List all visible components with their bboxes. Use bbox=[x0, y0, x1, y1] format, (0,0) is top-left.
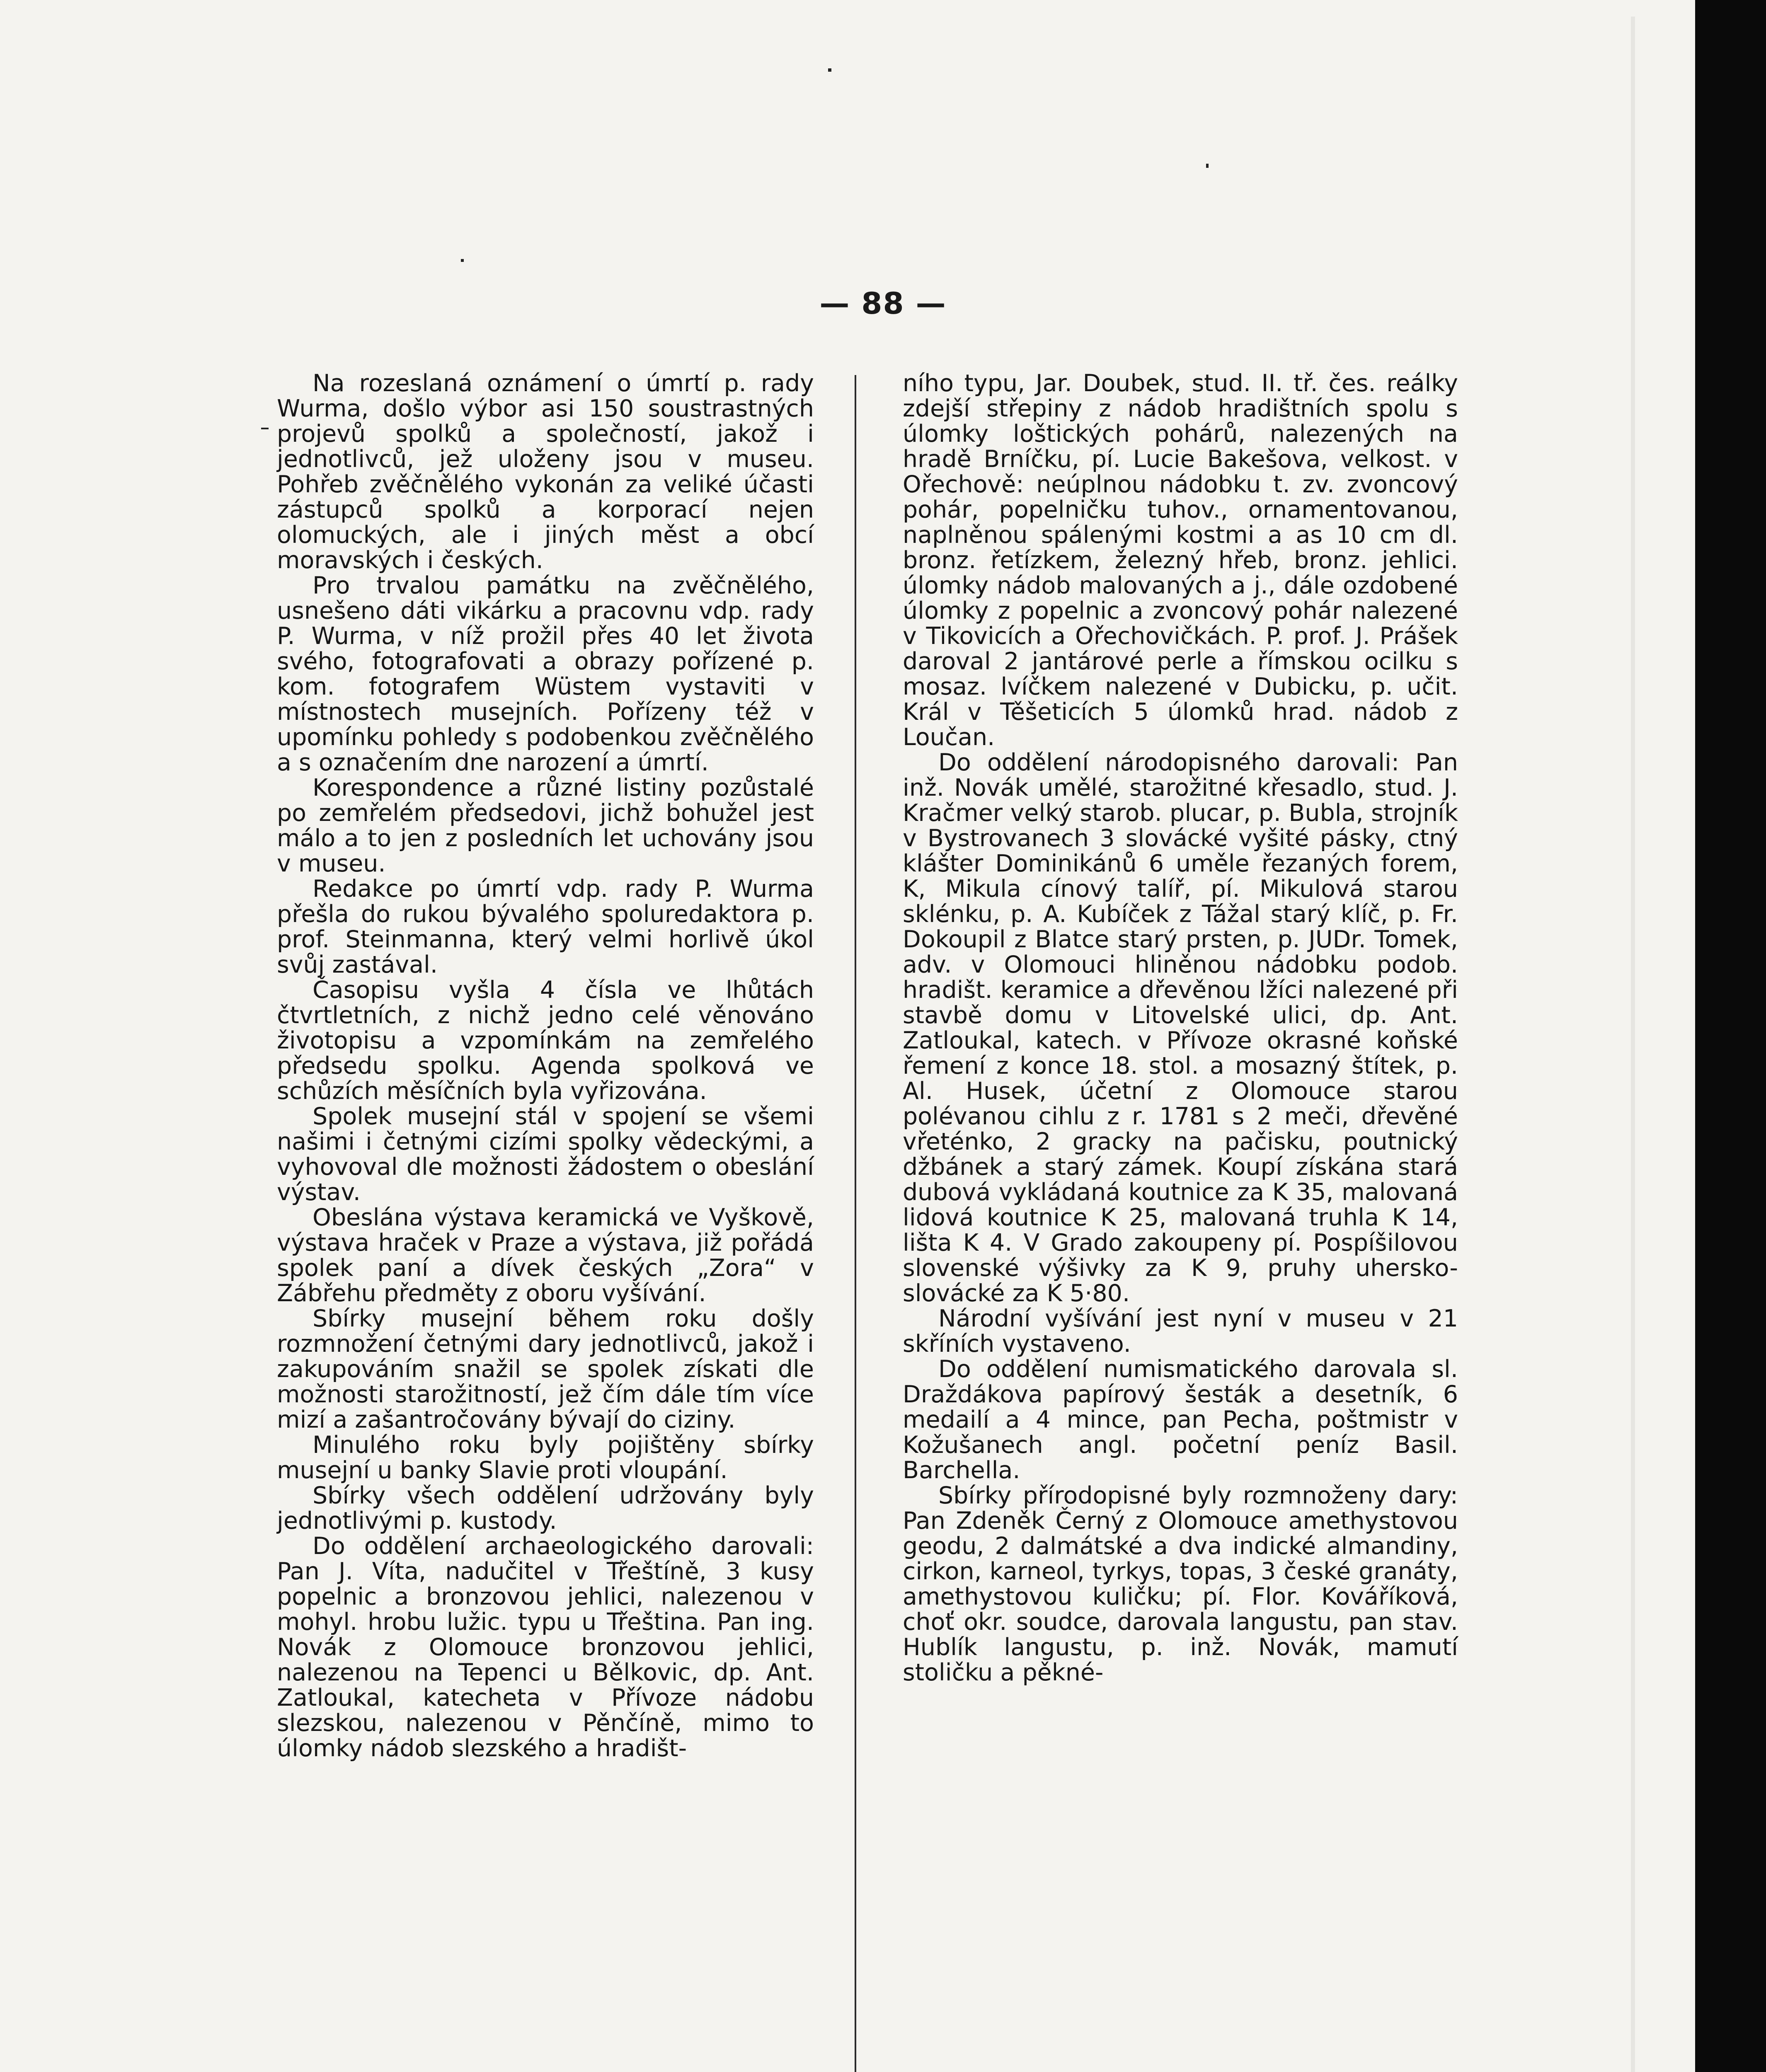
paragraph: Sbírky všech oddělení udržovány byly jednotlivými p. kustody. bbox=[277, 1482, 814, 1535]
column-divider bbox=[855, 375, 856, 2072]
left-column bbox=[277, 371, 814, 1761]
scan-speck bbox=[461, 259, 464, 262]
scan-speck bbox=[1206, 164, 1209, 168]
scan-speck bbox=[261, 428, 269, 429]
paragraph: Obeslána výstava keramická ve Vyškově, výstava hraček v Praze a výstava, již pořádá spolek paní a dívek českých „Zora“ v Zábřehu předměty z oboru vyšívání. bbox=[277, 1204, 814, 1307]
paragraph: Pro trvalou památku na zvěčnělého, usnešeno dáti vikárku a pracovnu vdp. rady P. Wurma, v níž prožil přes 40 let života svého, fotografovati a obrazy pořízené p. kom. fotografem Wüstem vystaviti v místnostech musejních. Pořízeny též v upomínku pohledy s podobenkou zvěčnělého a s označením dne narození a úmrtí. bbox=[277, 572, 814, 776]
paragraph: Korespondence a různé listiny pozůstalé po zemřelém předsedovi, jichž bohužel jest málo a to jen z posledních let uchovány jsou v museu. bbox=[277, 774, 814, 877]
paragraph: Na rozeslaná oznámení o úmrtí p. rady Wurma, došlo výbor asi 150 soustrastných projevů spolků a společností, jakož i jednotlivců, jež uloženy jsou v museu. Pohřeb zvěčnělého vykonán za veliké účasti zástupců spolků a korporací nejen olomuckých, ale i jiných měst a obcí moravských i českých. bbox=[277, 370, 814, 574]
paragraph: Časopisu vyšla 4 čísla ve lhůtách čtvrtletních, z nichž jedno celé věnováno životopisu a vzpomínkám na zemřelého předsedu spolku. Agenda spolková ve schůzích měsíčních byla vyřizována. bbox=[277, 976, 814, 1105]
paragraph: Do oddělení národopisného darovali: Pan inž. Novák umělé, starožitné křesadlo, stud. J. Kračmer velký starob. plucar, p. Bubla, strojník v Bystrovanech 3 slovácké vyšité pásky, ctný klášter Dominikánů 6 uměle řezaných forem, K, Mikula cínový talíř, pí. Mikulová starou sklénku, p. A. Kubíček z Tážal starý klíč, p. Fr. Dokoupil z Blatce starý prsten, p. JUDr. Tomek, adv. v Olomouci hliněnou nádobku podob. hradišt. keramice a dřevěnou lžíci nalezené při stavbě domu v Litovelské ulici, dp. Ant. Zatloukal, katech. v Přívoze okrasné koňské řemení z konce 18. stol. a mosazný štítek, p. Al. Husek, účetní z Olomouce starou polévanou cihlu z r. 1781 s 2 meči, dřevěné vřeténko, 2 gracky na pačisku, poutnický džbánek a starý zámek. Koupí získána stará dubová vykládaná koutnice za K 35, malovaná lidová koutnice K 25, malovaná truhla K 14, lišta K 4. V Grado zakoupeny pí. Pospíšilovou slovenské výšivky za K 9, pruhy uhersko-slovácké za K 5·80. bbox=[903, 749, 1458, 1307]
paragraph: Redakce po úmrtí vdp. rady P. Wurma přešla do rukou bývalého spoluredaktora p. prof. Steinmanna, který velmi horlivě úkol svůj zastával. bbox=[277, 875, 814, 978]
scan-speck bbox=[828, 68, 831, 72]
paragraph: Minulého roku byly pojištěny sbírky musejní u banky Slavie proti vloupání. bbox=[277, 1431, 814, 1484]
page-edge-shadow bbox=[1631, 17, 1635, 2072]
paragraph: Sbírky přírodopisné byly rozmnoženy dary: Pan Zdeněk Černý z Olomouce amethystovou geodu, 2 dalmátské a dva indické almandiny, cirkon, karneol, tyrkys, topas, 3 české granáty, amethystovou kuličku; pí. Flor. Kováříková, choť okr. soudce, darovala langustu, pan stav. Hublík langustu, p. inž. Novák, mamutí stoličku a pěkné- bbox=[903, 1482, 1458, 1686]
paragraph: Do oddělení numismatického darovala sl. Draždákova papírový šesták a desetník, 6 medailí a 4 mince, pan Pecha, poštmistr v Kožušanech angl. početní peníz Basil. Barchella. bbox=[903, 1356, 1458, 1484]
paragraph: Spolek musejní stál v spojení se všemi našimi i četnými cizími spolky vědeckými, a vyhovoval dle možnosti žádostem o obeslání výstav. bbox=[277, 1103, 814, 1206]
right-column bbox=[903, 371, 1458, 1685]
paragraph: Sbírky musejní během roku došly rozmnožení četnými dary jednotlivců, jakož i zakupováním snažil se spolek získati dle možnosti starožitností, jež čím dále tím více mizí a zašantročovány bývají do ciziny. bbox=[277, 1305, 814, 1433]
paragraph: Do oddělení archaeologického darovali: Pan J. Víta, nadučitel v Třeštíně, 3 kusy popelnic a bronzovou jehlici, nalezenou v mohyl. hrobu lužic. typu u Třeština. Pan ing. Novák z Olomouce bronzovou jehlici, nalezenou na Tepenci u Bělkovic, dp. Ant. Zatloukal, katecheta v Přívoze nádobu slezskou, nalezenou v Pěnčíně, mimo to úlomky nádob slezského a hradišt- bbox=[277, 1532, 814, 1762]
paragraph: Národní vyšívání jest nyní v museu v 21 skříních vystaveno. bbox=[903, 1305, 1458, 1358]
page-number: — 88 — bbox=[819, 286, 947, 321]
paragraph: ního typu, Jar. Doubek, stud. II. tř. čes. reálky zdejší střepiny z nádob hradištních spolu s úlomky loštických pohárů, nalezených na hradě Brníčku, pí. Lucie Bakešova, velkost. v Ořechově: neúplnou nádobku t. zv. zvoncový pohár, popelničku tuhov., ornamentovanou, naplněnou spálenými kostmi a as 10 cm dl. bronz. řetízkem, železný hřeb, bronz. jehlici. úlomky nádob malovaných a j., dále ozdobené úlomky z popelnic a zvoncový pohár nalezené v Tikovicích a Ořechovičkách. P. prof. J. Prášek daroval 2 jantárové perle a římskou ocilku s mosaz. lvíčkem nalezené v Dubicku, p. učit. Král v Těšeticích 5 úlomků hrad. nádob z Loučan. bbox=[903, 370, 1458, 751]
